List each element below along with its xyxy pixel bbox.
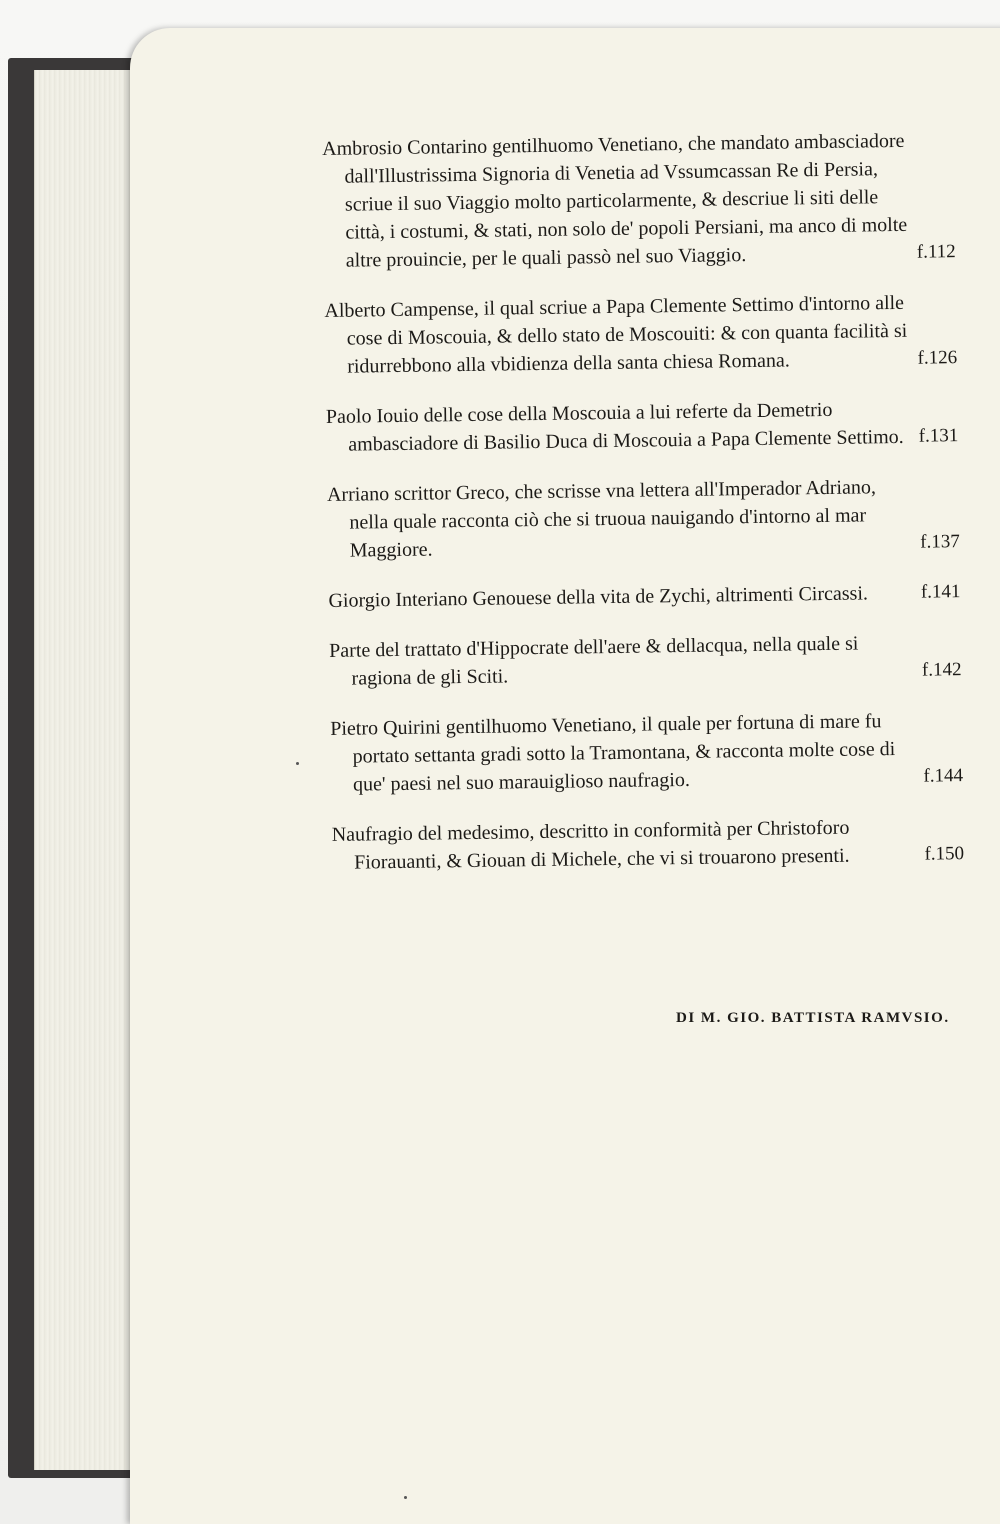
toc-entry xyxy=(332,812,965,877)
entry-text: Paolo Iouio delle cose della Moscouia a lui referte da Demetrio ambasciadore di Basilio Duca di Moscouia a Papa Clemente Settimo. xyxy=(325,398,904,456)
toc-entry xyxy=(326,394,959,459)
folio-number: f.144 xyxy=(923,765,964,787)
table-of-contents xyxy=(322,126,965,899)
paper-speck xyxy=(296,762,299,765)
toc-entry xyxy=(324,288,957,381)
entry-text: Arriano scrittor Greco, che scrisse vna lettera all'Imperador Adriano, nella quale racconta ciò che si truoua nauigando d'intorno al mar Maggiore. xyxy=(326,476,877,562)
folio-number: f.126 xyxy=(917,347,958,369)
toc-entry xyxy=(322,126,956,275)
folio-number: f.131 xyxy=(918,425,959,447)
folio-number: f.137 xyxy=(920,531,960,553)
entry-text: Parte del trattato d'Hippocrate dell'aere & dellacqua, nella quale si ragiona de gli Sciti. xyxy=(329,632,859,690)
folio-number: f.150 xyxy=(924,843,965,865)
running-footer: DI M. GIO. BATTISTA RAMVSIO. xyxy=(676,1010,950,1026)
entry-text: Giorgio Interiano Genouese della vita de Zychi, altrimenti Circassi. xyxy=(328,582,869,612)
toc-entry xyxy=(328,578,960,615)
entry-text: Ambrosio Contarino gentilhuomo Venetiano, che mandato ambasciadore dall'Illustrissima Signoria di Venetia ad Vssumcassan Re di Persia, scriue il suo Viaggio molto particolarmente, & descriue li siti delle città, i costumi, & stati, non solo de' popoli Persiani, ma anco di molte altre prouincie, per le quali passò nel suo Viaggio. xyxy=(322,129,908,272)
folio-number: f.141 xyxy=(920,581,961,603)
entry-text: Alberto Campense, il qual scriue a Papa Clemente Settimo d'intorno alle cose di Moscouia, & dello stato de Moscouiti: & con quanta facilità si ridurrebbono alla vbidienza della santa chiesa Romana. xyxy=(324,291,908,378)
folio-number: f.142 xyxy=(921,659,962,681)
entry-text: Naufragio del medesimo, descritto in conformità per Christoforo Fiorauanti, & Giouan di Michele, che vi si trouarono presenti. xyxy=(331,816,850,874)
paper-speck xyxy=(404,1496,407,1499)
entry-text: Pietro Quirini gentilhuomo Venetiano, il quale per fortuna di mare fu portato settanta gradi sotto la Tramontana, & racconta molte cose di que' paesi nel suo marauiglioso naufragio. xyxy=(330,710,896,796)
toc-entry xyxy=(330,706,963,799)
toc-entry xyxy=(329,628,962,693)
folio-number: f.112 xyxy=(916,241,956,263)
toc-entry xyxy=(327,472,960,565)
